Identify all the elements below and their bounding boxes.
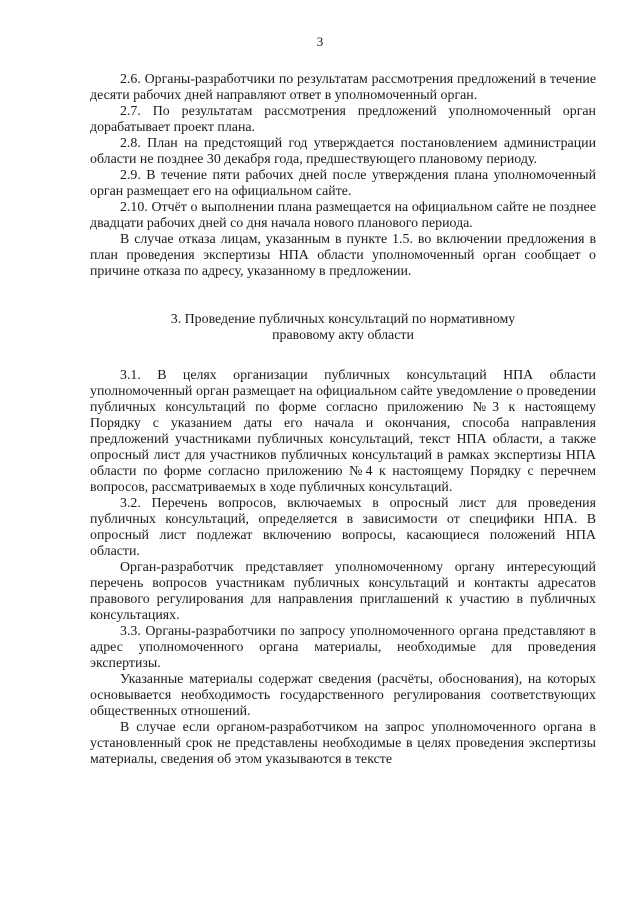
section-heading-line-2: правовому акту области [272, 328, 414, 343]
paragraph-2-8: 2.8. План на предстоящий год утверждается постановлением администрации области не позднее 30 декабря года, предшествующего плановому периоду. [90, 136, 596, 167]
paragraph-materials: Указанные материалы содержат сведения (расчёты, обоснования), на которых основывается необходимость государственного регулирования соответствующих общественных отношений. [90, 672, 596, 719]
paragraph-refusal: В случае отказа лицам, указанным в пункте 1.5. во включении предложения в план проведения экспертизы НПА области уполномоченный орган сообщает о причине отказа по адресу, указанному в предложении. [90, 232, 596, 279]
paragraph-2-7: 2.7. По результатам рассмотрения предложений уполномоченный орган дорабатывает проект плана. [90, 104, 596, 135]
paragraph-2-6: 2.6. Органы-разработчики по результатам рассмотрения предложений в течение десяти рабочих дней направляют ответ в уполномоченный орган. [90, 72, 596, 103]
section-heading-line-1: 3. Проведение публичных консультаций по нормативному [170, 312, 516, 327]
page-number: 3 [316, 34, 324, 49]
paragraph-3-1: 3.1. В целях организации публичных консультаций НПА области уполномоченный орган размещает на официальном сайте уведомление о проведении публичных консультаций по форме согласно приложению №3 к настоящему Порядку с указанием даты его начала и окончания, способа направления предложений участниками публичных консультаций, текст НПА области, а также опросный лист для участников публичных консультаций в рамках экспертизы НПА области по форме согласно приложению №4 к настоящему Порядку с перечнем вопросов, рассматриваемых в ходе публичных консультаций. [90, 368, 596, 495]
paragraph-if-not-provided: В случае если органом-разработчиком на запрос уполномоченного органа в установленный срок не представлены необходимые в целях проведения экспертизы материалы, сведения об этом указываются в тексте [90, 720, 596, 767]
paragraph-2-9: 2.9. В течение пяти рабочих дней после утверждения плана уполномоченный орган размещает его на официальном сайте. [90, 168, 596, 199]
paragraph-3-3: 3.3. Органы-разработчики по запросу уполномоченного органа представляют в адрес уполномоченного органа материалы, необходимые для проведения экспертизы. [90, 624, 596, 671]
document-body [90, 72, 596, 768]
paragraph-3-2: 3.2. Перечень вопросов, включаемых в опросный лист для проведения публичных консультаций, определяется в зависимости от специфики НПА. В опросный лист подлежат включению вопросы, касающиеся положений НПА области. [90, 496, 596, 559]
paragraph-2-10: 2.10. Отчёт о выполнении плана размещается на официальном сайте не позднее двадцати рабочих дней со дня начала нового планового периода. [90, 200, 596, 231]
paragraph-developer: Орган-разработчик представляет уполномоченному органу интересующий перечень вопросов участникам публичных консультаций и контакты адресатов правового регулирования для направления приглашений к участию в публичных консультациях. [90, 560, 596, 623]
